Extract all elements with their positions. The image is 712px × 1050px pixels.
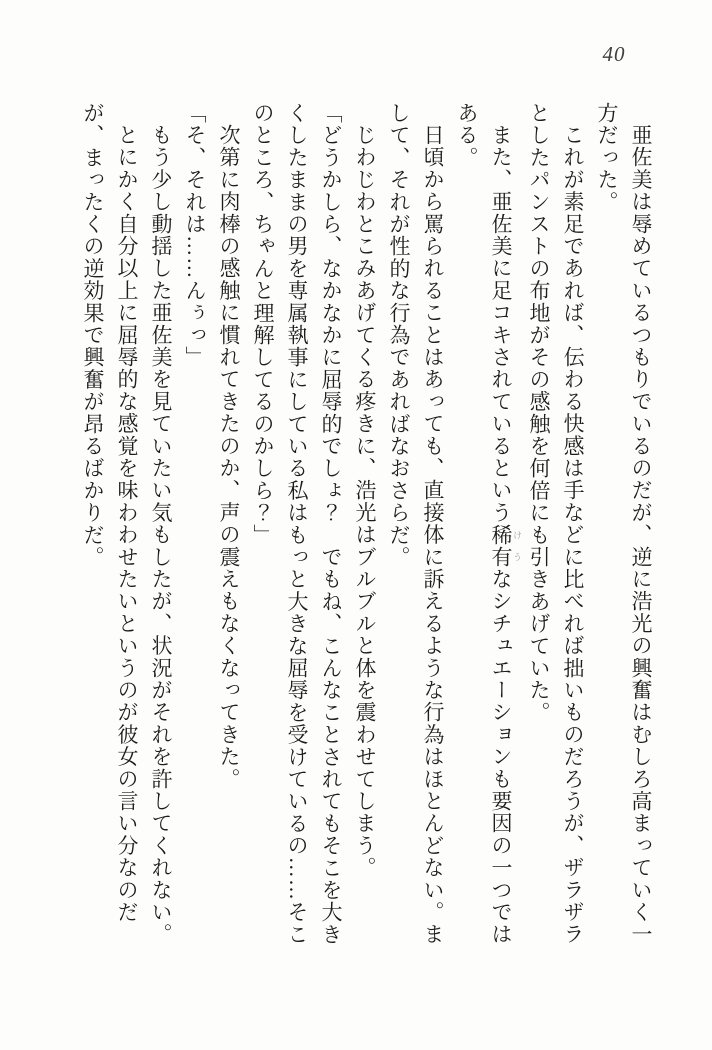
text-run: もう少し動揺した亜佐美を見ていたい気もしたが、状況がそれを許してくれない。 [149,124,173,946]
paragraph [522,102,590,948]
paragraph [212,102,246,948]
body-text [76,102,658,948]
text-run: とにかく自分以上に屈辱的な感覚を味わわせたいというのが彼女の言い分なのだが、まったくの逆効果で興奮が昂るばかりだ。 [81,102,139,924]
paragraph [144,102,178,948]
paragraph [590,102,658,948]
furigana: けう [512,523,522,569]
text-run: 日頃から罵られることはあっても、直接体に訴えるような行為はほとんどない。まして、それが性的な行為であればなおさらだ。 [387,102,445,946]
text-run: これが素足であれば、伝わる快感は手などに比べれば拙いものだろうが、ザラザラとしたパンストの布地がその感触を何倍にも引きあげていた。 [527,102,585,946]
ruby-base: 稀有 [489,523,513,569]
text-run: 次第に肉棒の感触に慣れてきたのか、声の震えもなくなってきた。 [217,124,241,791]
text-run: また、亜佐美に足コキされているという [489,124,513,524]
paragraph [450,102,522,948]
text-run: 亜佐美は辱めているつもりでいるのだが、逆に浩光の興奮はむしろ高まっていく一方だった。 [595,102,653,946]
paragraph [178,102,212,948]
text-run: じわじわとこみあげてくる疼きに、浩光はブルブルと体を震わせてしまう。 [353,124,377,879]
text-run: 「そ、それは……んぅっ」 [183,102,207,369]
text-run: なシチュエーションも要因の一つではある。 [455,102,513,946]
paragraph [246,102,348,948]
page-number: 40 [602,42,626,66]
text-run: 「どうかしら、なかなかに屈辱的でしょ？ でもね、こんなことされてもそこを大きくしたままの男を専属執事にしている私はもっと大きな屈辱を受けているの……そこのところ、ちゃんと理解してるのかしら？」 [251,102,343,946]
paragraph [76,102,144,948]
paragraph [382,102,450,948]
paragraph [348,102,382,948]
ruby-term [489,523,522,569]
